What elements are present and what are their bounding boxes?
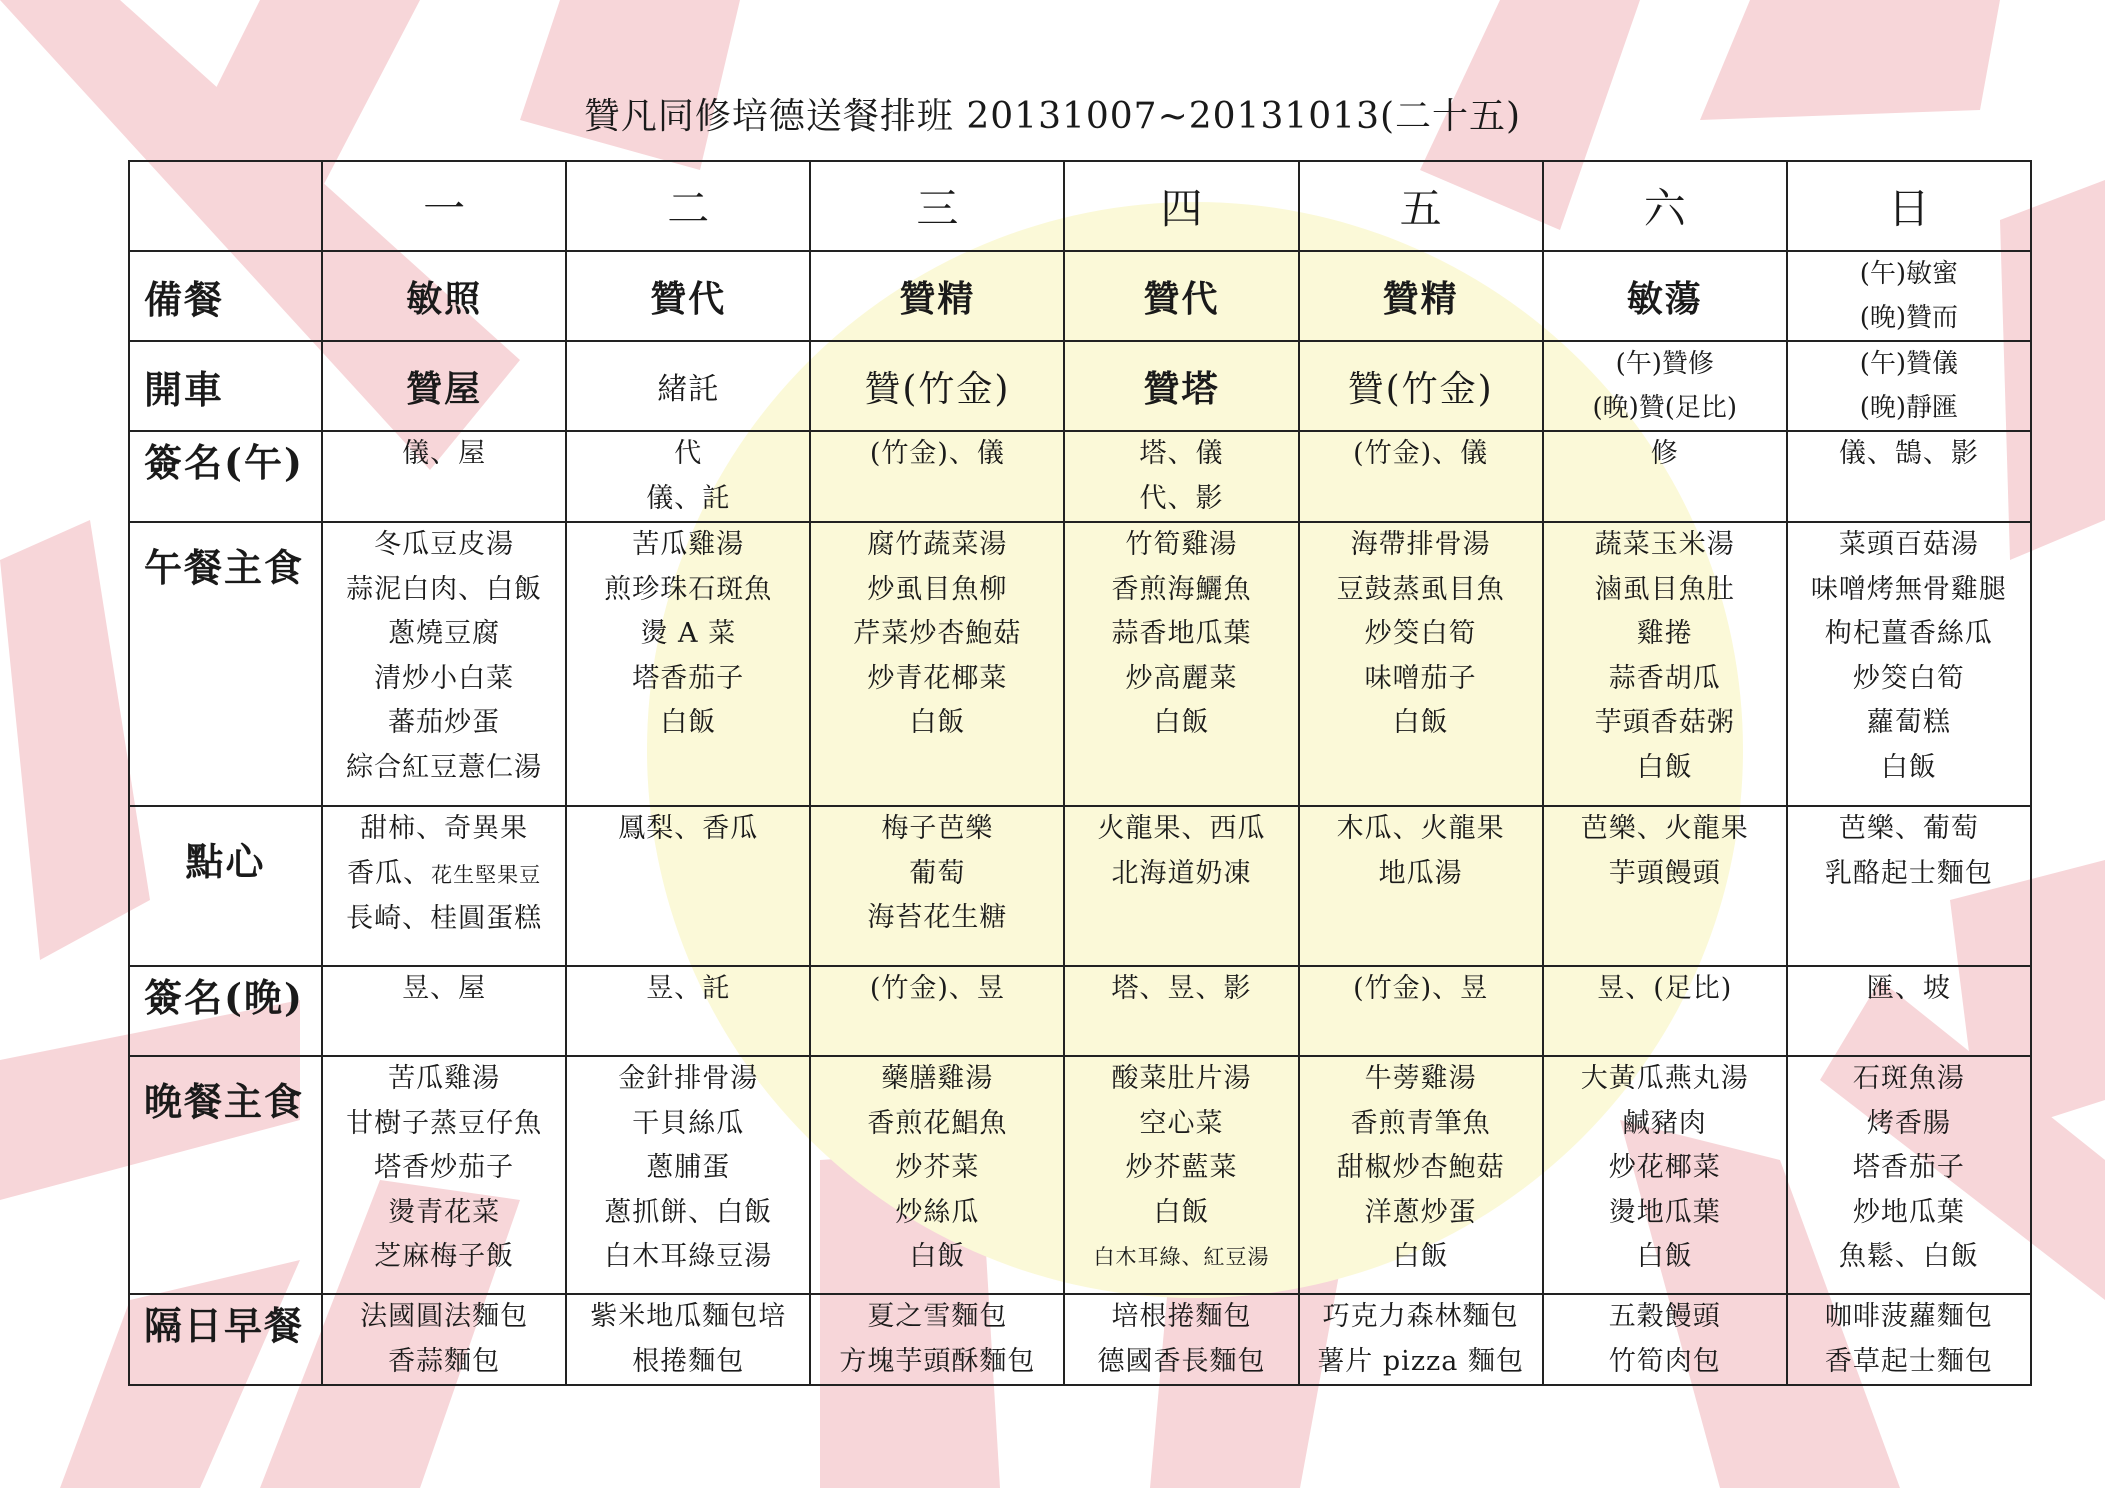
- cell-line: 芝麻梅子飯: [374, 1241, 515, 1272]
- cell-line: 雞捲: [1636, 618, 1693, 649]
- cell-line: 白木耳綠豆湯: [604, 1241, 773, 1272]
- cell-line: 芋頭香菇粥: [1594, 707, 1735, 738]
- cell-line: 炒青花椰菜: [867, 662, 1008, 694]
- cell-line: 夏之雪麵包: [867, 1301, 1008, 1332]
- day-header: 六: [1543, 161, 1787, 251]
- row-label-dinner: 晚餐主食: [129, 1056, 322, 1294]
- prep-line: (午)敏蜜: [1859, 259, 1959, 289]
- cell-line: 燙 A 菜: [640, 618, 737, 649]
- cell-line: 長崎、桂圓蛋糕: [346, 903, 543, 934]
- page-title: 贊凡同修培德送餐排班 20131007~20131013(二十五): [583, 96, 1522, 137]
- cell-line: 石斑魚湯: [1852, 1063, 1965, 1094]
- cell-line: 塔香茄子: [632, 662, 745, 694]
- cell-line: 綜合紅豆薏仁湯: [346, 751, 543, 783]
- cell-line: 甘樹子蒸豆仔魚: [346, 1107, 543, 1139]
- cell-line: 豆鼓蒸虱目魚: [1336, 573, 1505, 605]
- cell-line: 白飯: [1636, 1241, 1693, 1272]
- cell-line: 塔、昱、影: [1111, 973, 1252, 1004]
- sign-noon-cell: [1299, 431, 1543, 522]
- cell-line: 清炒小白菜: [374, 662, 515, 694]
- sign-noon-cell: [566, 431, 810, 522]
- cell-line: 白飯: [1392, 1241, 1449, 1272]
- cell-line: 火龍果、西瓜: [1097, 813, 1266, 844]
- day-header: 一: [322, 161, 566, 251]
- breakfast-cell: [322, 1294, 566, 1385]
- sign-eve-cell: [566, 966, 810, 1056]
- sign-noon-cell: [322, 431, 566, 522]
- dinner-cell: [1299, 1056, 1543, 1294]
- sign-eve-cell: [1299, 966, 1543, 1056]
- cell-line: 昱、託: [646, 973, 731, 1004]
- dinner-cell: [322, 1056, 566, 1294]
- snack-cell: [566, 806, 810, 966]
- cell-line: 白飯: [1153, 707, 1210, 738]
- cell-line: 白飯: [1392, 707, 1449, 738]
- cell-line: (竹金)、昱: [869, 973, 1005, 1004]
- breakfast-cell: [1299, 1294, 1543, 1385]
- cell-line: 蒜香地瓜葉: [1111, 618, 1252, 649]
- sign-eve-cell: [1787, 966, 2031, 1056]
- cell-line: 大黃瓜燕丸湯: [1580, 1063, 1749, 1094]
- row-label-breakfast: 隔日早餐: [129, 1294, 322, 1385]
- lunch-cell: [566, 522, 810, 806]
- prep-cell: 贊代: [1064, 251, 1298, 341]
- cell-line: 干貝絲瓜: [632, 1107, 745, 1139]
- cell-line: 滷虱目魚肚: [1594, 573, 1735, 605]
- snack-cell: [1299, 806, 1543, 966]
- sign-eve-cell: [810, 966, 1064, 1056]
- cell-line: 芭樂、葡萄: [1838, 813, 1979, 844]
- cell-line: (竹金)、儀: [1353, 438, 1489, 469]
- prep-cell: 贊精: [1299, 251, 1543, 341]
- cell-line: 根捲麵包: [632, 1345, 745, 1377]
- cell-line: 蘿蔔糕: [1866, 707, 1951, 738]
- sign-eve-row: [129, 966, 2031, 1056]
- drive-cell: 緒託: [566, 341, 810, 431]
- cell-line: 蔬菜玉米湯: [1594, 529, 1735, 560]
- cell-line: 炒虱目魚柳: [867, 573, 1008, 605]
- cell-line: 苦瓜雞湯: [632, 529, 745, 560]
- cell-line: 塔香炒茄子: [374, 1152, 515, 1183]
- lunch-row: [129, 522, 2031, 806]
- cell-line: 修: [1650, 438, 1679, 469]
- dinner-cell: [566, 1056, 810, 1294]
- breakfast-cell: [1787, 1294, 2031, 1385]
- cell-line: 咖啡菠蘿麵包: [1824, 1301, 1993, 1332]
- breakfast-cell: [566, 1294, 810, 1385]
- cell-line: 海苔花生糖: [867, 902, 1008, 933]
- cell-line: 白飯: [909, 1241, 966, 1272]
- dinner-row: [129, 1056, 2031, 1294]
- cell-line: 紫米地瓜麵包培: [590, 1301, 787, 1332]
- cell-line: 儀、鵠、影: [1838, 438, 1979, 469]
- breakfast-cell: [810, 1294, 1064, 1385]
- cell-line: 方塊芋頭酥麵包: [839, 1345, 1036, 1377]
- lunch-cell: [322, 522, 566, 806]
- cell-line: 鹹豬肉: [1622, 1107, 1707, 1139]
- drive-line: (晚)靜匯: [1859, 393, 1959, 423]
- cell-line: 白飯: [660, 707, 717, 738]
- cell-line: 枸杞薑香絲瓜: [1824, 618, 1993, 649]
- cell-line: 洋蔥炒蛋: [1364, 1196, 1477, 1228]
- cell-line: 塔、儀: [1139, 438, 1224, 469]
- cell-line: 燙青花菜: [388, 1196, 501, 1228]
- cell-line: 味噌烤無骨雞腿: [1810, 573, 2007, 605]
- row-label-lunch: 午餐主食: [129, 522, 322, 806]
- cell-line: 木瓜、火龍果: [1336, 813, 1505, 844]
- snack-cell: [810, 806, 1064, 966]
- header-row: [129, 161, 2031, 251]
- cell-line: 白飯: [1636, 751, 1693, 783]
- cell-line: 香煎花鯧魚: [867, 1107, 1008, 1139]
- cell-line: 五穀饅頭: [1608, 1301, 1721, 1332]
- prep-cell: 敏照: [322, 251, 566, 341]
- cell-line: 白飯: [1880, 751, 1937, 783]
- drive-cell: 贊(竹金): [810, 341, 1064, 431]
- cell-line: 德國香長麵包: [1097, 1345, 1266, 1377]
- prep-line: (晚)贊而: [1859, 303, 1959, 333]
- cell-line: 冬瓜豆皮湯: [374, 529, 515, 560]
- row-label-drive: 開車: [129, 341, 322, 431]
- meal-schedule-table: [128, 160, 2032, 1386]
- cell-line: 香蒜麵包: [388, 1345, 501, 1377]
- cell-line: 甜柿、奇異果: [360, 813, 529, 844]
- cell-line: 竹筍肉包: [1608, 1345, 1721, 1377]
- lunch-cell: [1787, 522, 2031, 806]
- cell-line: 香瓜、花生堅果豆: [347, 857, 542, 889]
- cell-line: 蔥脯蛋: [646, 1152, 731, 1183]
- prep-cell: 贊精: [810, 251, 1064, 341]
- cell-line: 腐竹蔬菜湯: [867, 529, 1008, 560]
- sign-eve-cell: [1064, 966, 1298, 1056]
- sign-noon-cell: [1787, 431, 2031, 522]
- lunch-cell: [1299, 522, 1543, 806]
- cell-line: 代: [674, 438, 703, 469]
- dinner-cell: [1543, 1056, 1787, 1294]
- sign-eve-cell: [322, 966, 566, 1056]
- cell-line: 香草起士麵包: [1824, 1345, 1993, 1377]
- day-header: 三: [810, 161, 1064, 251]
- cell-line-small-part: 花生堅果豆: [431, 862, 542, 887]
- cell-line: 魚鬆、白飯: [1838, 1241, 1979, 1272]
- prep-cell: 贊代: [566, 251, 810, 341]
- cell-line: 鳳梨、香瓜: [618, 813, 759, 844]
- cell-line: 炒高麗菜: [1125, 662, 1238, 694]
- breakfast-row: [129, 1294, 2031, 1385]
- cell-line: 炒芥菜: [895, 1152, 980, 1183]
- cell-line: 塔香茄子: [1852, 1152, 1965, 1183]
- snack-cell: [1064, 806, 1298, 966]
- drive-row: [129, 341, 2031, 431]
- cell-line: 蒜香胡瓜: [1608, 662, 1721, 694]
- cell-line: 竹筍雞湯: [1125, 529, 1238, 560]
- lunch-cell: [810, 522, 1064, 806]
- cell-line: 炒筊白筍: [1364, 618, 1477, 649]
- cell-line: 酸菜肚片湯: [1111, 1063, 1252, 1094]
- snack-cell: [1787, 806, 2031, 966]
- prep-row: [129, 251, 2031, 341]
- snack-row: [129, 806, 2031, 966]
- cell-line: 白飯: [1153, 1196, 1210, 1228]
- cell-line: 巧克力森林麵包: [1322, 1301, 1519, 1332]
- cell-line: 白飯: [909, 707, 966, 738]
- row-label-snack: 點心: [129, 806, 322, 966]
- cell-line: 蕃茄炒蛋: [388, 707, 501, 738]
- breakfast-cell: [1543, 1294, 1787, 1385]
- dinner-cell: [1064, 1056, 1298, 1294]
- drive-line: (午)贊儀: [1859, 349, 1959, 379]
- lunch-cell: [1543, 522, 1787, 806]
- cell-line: 炒筊白筍: [1852, 662, 1965, 694]
- drive-cell: 贊塔: [1064, 341, 1298, 431]
- cell-line: 法國圓法麵包: [360, 1301, 529, 1332]
- dinner-cell: [810, 1056, 1064, 1294]
- sign-eve-cell: [1543, 966, 1787, 1056]
- cell-line: 北海道奶凍: [1111, 857, 1252, 889]
- dinner-cell: [1787, 1056, 2031, 1294]
- cell-line: 香煎海鱺魚: [1111, 573, 1252, 605]
- cell-line: 乳酪起士麵包: [1824, 857, 1993, 889]
- day-header: 二: [566, 161, 810, 251]
- cell-line: 薯片 pizza 麵包: [1317, 1345, 1524, 1377]
- cell-line: 藥膳雞湯: [881, 1063, 994, 1094]
- corner-cell: [129, 161, 322, 251]
- cell-line: 香煎青筆魚: [1350, 1107, 1491, 1139]
- cell-line: 空心菜: [1139, 1107, 1224, 1139]
- cell-line: (竹金)、昱: [1353, 973, 1489, 1004]
- day-header: 四: [1064, 161, 1298, 251]
- cell-line: 地瓜湯: [1378, 857, 1463, 889]
- drive-cell: 贊屋: [322, 341, 566, 431]
- prep-cell: 敏蕩: [1543, 251, 1787, 341]
- sign-noon-cell: [810, 431, 1064, 522]
- cell-line: 炒芥藍菜: [1125, 1152, 1238, 1183]
- sign-noon-cell: [1543, 431, 1787, 522]
- cell-line: 儀、屋: [402, 438, 487, 469]
- sign-noon-row: [129, 431, 2031, 522]
- drive-cell: [1787, 341, 2031, 431]
- cell-line: 芹菜炒杏鮑菇: [853, 618, 1022, 649]
- cell-line: 牛蒡雞湯: [1364, 1063, 1477, 1094]
- cell-line: 味噌茄子: [1364, 662, 1477, 694]
- cell-line: 匯、坡: [1866, 973, 1951, 1004]
- drive-line: (晚)贊(足比): [1592, 393, 1738, 423]
- prep-cell: [1787, 251, 2031, 341]
- cell-line: 梅子芭樂: [881, 813, 994, 844]
- row-label-prep: 備餐: [129, 251, 322, 341]
- cell-line: 炒花椰菜: [1608, 1152, 1721, 1183]
- cell-line: 芋頭饅頭: [1608, 857, 1721, 889]
- cell-line: 昱、屋: [402, 973, 487, 1004]
- cell-line: 蒜泥白肉、白飯: [346, 573, 543, 605]
- cell-line: 炒絲瓜: [895, 1196, 980, 1228]
- cell-line: 甜椒炒杏鮑菇: [1336, 1152, 1505, 1183]
- cell-line: 苦瓜雞湯: [388, 1063, 501, 1094]
- cell-line: 葡萄: [909, 857, 966, 889]
- cell-line: 炒地瓜葉: [1852, 1196, 1965, 1228]
- day-header: 五: [1299, 161, 1543, 251]
- cell-line: 海帶排骨湯: [1350, 529, 1491, 560]
- cell-line: 蔥燒豆腐: [388, 618, 501, 649]
- cell-line: 白木耳綠、紅豆湯: [1093, 1245, 1270, 1269]
- cell-line: 芭樂、火龍果: [1580, 813, 1749, 844]
- cell-line: 儀、託: [646, 482, 731, 514]
- drive-line: (午)贊修: [1615, 349, 1714, 379]
- row-label-sign-noon: 簽名(午): [129, 431, 322, 522]
- day-header: 日: [1787, 161, 2031, 251]
- sign-noon-cell: [1064, 431, 1298, 522]
- cell-line: 菜頭百菇湯: [1838, 529, 1979, 560]
- breakfast-cell: [1064, 1294, 1298, 1385]
- drive-cell: 贊(竹金): [1299, 341, 1543, 431]
- cell-line: 蔥抓餅、白飯: [604, 1196, 773, 1228]
- drive-cell: [1543, 341, 1787, 431]
- snack-cell: [322, 806, 566, 966]
- cell-line: 昱、(足比): [1597, 973, 1733, 1004]
- cell-line: 金針排骨湯: [618, 1063, 759, 1094]
- snack-cell: [1543, 806, 1787, 966]
- cell-line: 烤香腸: [1866, 1107, 1951, 1139]
- cell-line: 培根捲麵包: [1111, 1301, 1252, 1332]
- lunch-cell: [1064, 522, 1298, 806]
- cell-line: 代、影: [1139, 482, 1224, 514]
- row-label-sign-eve: 簽名(晚): [129, 966, 322, 1056]
- cell-line: 燙地瓜葉: [1608, 1196, 1721, 1228]
- cell-line: 煎珍珠石斑魚: [604, 573, 773, 605]
- cell-line: (竹金)、儀: [869, 438, 1005, 469]
